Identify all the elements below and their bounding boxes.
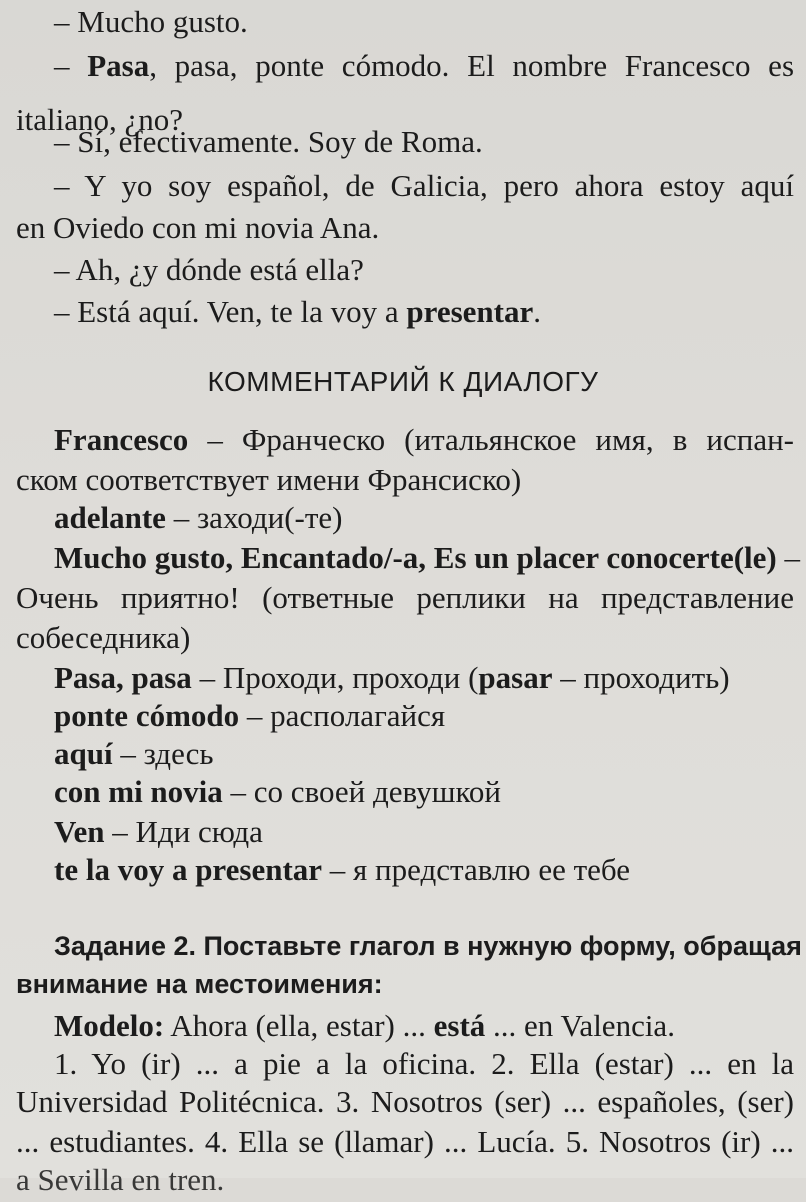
dialogue-line	[54, 164, 794, 208]
glossary-definition: – Проходи, проходи (	[191, 660, 479, 695]
model-label: Modelo:	[54, 1008, 165, 1043]
glossary-definition: – здесь	[112, 736, 214, 771]
exercise-line	[16, 1158, 794, 1202]
exercise-title-text: внимание на местоимения:	[16, 969, 383, 999]
glossary-entry-continuation	[16, 616, 794, 660]
model-text: Ahora (ella, estar) ...	[164, 1008, 434, 1043]
dialogue-line	[54, 248, 794, 292]
glossary-term: pasar	[478, 660, 553, 695]
glossary-definition: собеседника)	[16, 620, 191, 655]
glossary-definition: – заходи(-те)	[165, 500, 343, 535]
exercise-text: ... estudiantes. 4. Ella se (llamar) ... Lucía. 5. Nosotros (ir) ...	[16, 1124, 794, 1159]
dialogue-line	[16, 206, 794, 250]
glossary-entry	[54, 848, 794, 892]
dialogue-dash: –	[54, 48, 88, 83]
dialogue-text: – Mucho gusto.	[54, 4, 248, 39]
glossary-term: Francesco	[54, 422, 189, 457]
dialogue-text: .	[533, 294, 542, 329]
exercise-text: Universidad Politécnica. 3. Nosotros (ser) ... españoles, (ser)	[16, 1084, 794, 1119]
dialogue-line	[54, 290, 794, 334]
dialogue-text: – Ah, ¿y dónde está ella?	[54, 252, 364, 287]
exercise-title-text: Задание 2. Поставьте глагол в нужную форму, обращая	[54, 931, 802, 961]
glossary-entry	[54, 770, 794, 814]
glossary-term: con mi novia	[54, 774, 223, 809]
dialogue-keyword: presentar	[406, 294, 534, 329]
exercise-text: 1. Yo (ir) ... a pie a la oficina. 2. Ella (estar) ... en la	[54, 1046, 794, 1081]
dialogue-text: – Sí, efectivamente. Soy de Roma.	[54, 124, 483, 159]
glossary-entry	[54, 418, 794, 462]
dialogue-text: en Oviedo con mi novia Ana.	[16, 210, 380, 245]
model-text: ... en Valencia.	[485, 1008, 675, 1043]
glossary-definition: – Франческо (итальянское имя, в испан-	[188, 422, 794, 457]
glossary-definition: –	[776, 540, 800, 575]
dialogue-text: italiano, ¿no?	[16, 102, 183, 137]
dialogue-keyword: Pasa	[87, 48, 150, 83]
glossary-definition: – со своей девушкой	[222, 774, 502, 809]
glossary-term: Pasa, pasa	[54, 660, 192, 695]
glossary-term: ponte cómodo	[54, 698, 240, 733]
dialogue-text: – Está aquí. Ven, te la voy a	[54, 294, 407, 329]
dialogue-line	[54, 0, 794, 44]
exercise-line	[16, 1080, 794, 1124]
dialogue-text: – Y yo soy español, de Galicia, pero ahora estoy aquí	[54, 168, 794, 203]
glossary-term: Ven	[54, 814, 105, 849]
dialogue-line	[54, 120, 794, 164]
glossary-definition: – я представлю ее тебе	[322, 852, 631, 887]
exercise-title-continuation	[16, 962, 794, 1006]
model-answer: está	[433, 1008, 486, 1043]
exercise-text: a Sevilla en tren.	[16, 1162, 225, 1197]
glossary-term: adelante	[54, 500, 166, 535]
glossary-entry	[54, 536, 800, 580]
glossary-term: aquí	[54, 736, 113, 771]
glossary-term: Mucho gusto, Encantado/-a, Es un placer conocerte(le)	[54, 540, 777, 575]
glossary-definition: – располагайся	[239, 698, 446, 733]
glossary-entry	[54, 496, 794, 540]
dialogue-text: , pasa, ponte cómodo. El nombre Francesco es	[149, 48, 795, 83]
glossary-term: te la voy a presentar	[54, 852, 323, 887]
glossary-definition: – проходить)	[552, 660, 730, 695]
dialogue-line	[54, 44, 794, 88]
glossary-definition: Очень приятно! (ответные реплики на представление	[16, 580, 794, 615]
glossary-definition: ском соответствует имени Франсиско)	[16, 462, 522, 497]
glossary-definition: – Иди сюда	[104, 814, 263, 849]
section-heading: КОММЕНТАРИЙ К ДИАЛОГУ	[207, 366, 599, 397]
glossary-entry-continuation	[16, 576, 794, 620]
